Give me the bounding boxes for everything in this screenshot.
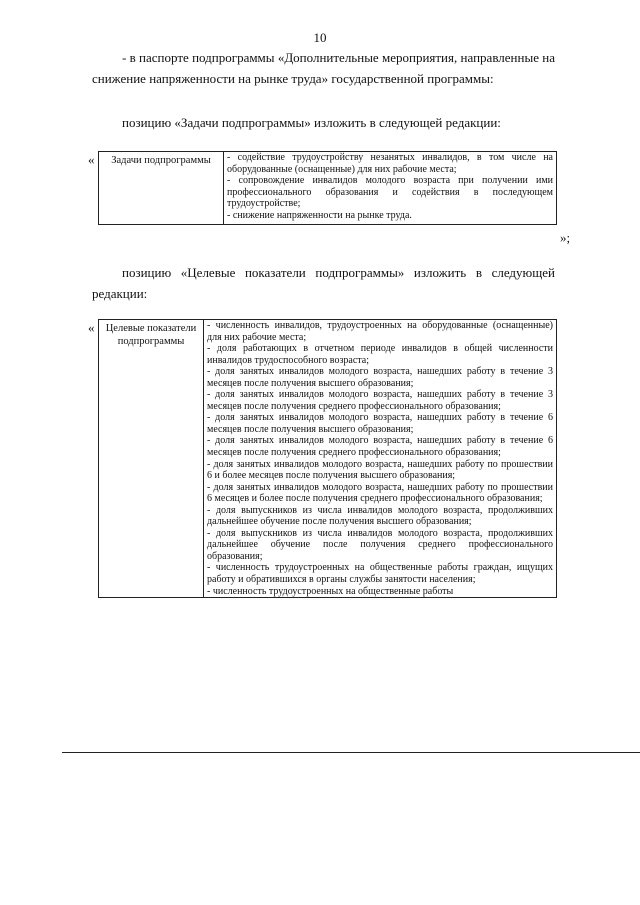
indicator-item: - доля выпускников из числа инвалидов молодого возраста, продолживших дальнейшее обучение после получения высшего образования; [207, 504, 553, 528]
indicator-item: - численность инвалидов, трудоустроенных на оборудованные (оснащенные) для них рабочие места; [207, 320, 553, 343]
task-item: - сопровождение инвалидов молодого возраста при получении ими профессионального образования и содействия в последующем трудоустройстве; [227, 175, 553, 210]
indicator-item: - численность трудоустроенных на общественные работы граждан, ищущих работу и обратившихся в органы службы занятости населения; [207, 562, 553, 586]
indicator-item: - доля занятых инвалидов молодого возраста, нашедших работу по прошествии 6 и более месяцев после получения высшего образования; [207, 458, 553, 482]
instruction-tasks: позицию «Задачи подпрограммы» изложить в следующей редакции: [122, 115, 501, 130]
indicator-item: - доля занятых инвалидов молодого возраста, нашедших работу в течение 3 месяцев после получения среднего профессионального образования; [207, 389, 553, 412]
indicator-item: - численность трудоустроенных на общественные работы [207, 585, 454, 597]
indicator-item: - доля занятых инвалидов молодого возраста, нашедших работу в течение 3 месяцев после получения высшего образования; [207, 366, 553, 389]
tasks-content-cell [224, 152, 557, 225]
task-item: - содействие трудоустройству незанятых инвалидов, в том числе на оборудованные (оснащенные) для них рабочие места; [227, 152, 553, 175]
page-number: 10 [313, 30, 327, 45]
indicator-item: - доля занятых инвалидов молодого возраста, нашедших работу в течение 6 месяцев после получения высшего образования; [207, 412, 553, 435]
page-bottom-rule [62, 752, 640, 753]
indicator-item: - доля работающих в отчетном периоде инвалидов в общей численности инвалидов трудоспособного возраста; [207, 343, 553, 366]
indicator-item: - доля занятых инвалидов молодого возраста, нашедших работу в течение 6 месяцев после получения среднего профессионального образования; [207, 435, 553, 459]
tasks-row [99, 152, 557, 225]
table2-open-quote: « [88, 320, 95, 335]
indicators-content-cell [204, 320, 557, 598]
indicators-row [99, 320, 557, 598]
indicator-item: - доля выпускников из числа инвалидов молодого возраста, продолживших дальнейшее обучение после получения среднего профессионального образования; [207, 527, 553, 562]
indicator-item: - доля занятых инвалидов молодого возраста, нашедших работу по прошествии 6 месяцев и более после получения среднего профессионального образования; [207, 481, 553, 505]
indicators-table [98, 319, 557, 598]
table1-open-quote: « [88, 152, 95, 167]
tasks-header-cell: Задачи подпрограммы [99, 152, 224, 225]
tasks-table [98, 151, 557, 225]
table1-close-quote: »; [560, 230, 571, 245]
intro-paragraph: - в паспорте подпрограммы «Дополнительные мероприятия, направленные на снижение напряженности на рынке труда» государственной программы: [92, 50, 555, 86]
indicators-header-cell: Целевые показатели подпрограммы [99, 320, 204, 598]
instruction-indicators: позицию «Целевые показатели подпрограммы» изложить в следующей редакции: [92, 265, 555, 301]
task-item: - снижение напряженности на рынке труда. [227, 209, 412, 221]
